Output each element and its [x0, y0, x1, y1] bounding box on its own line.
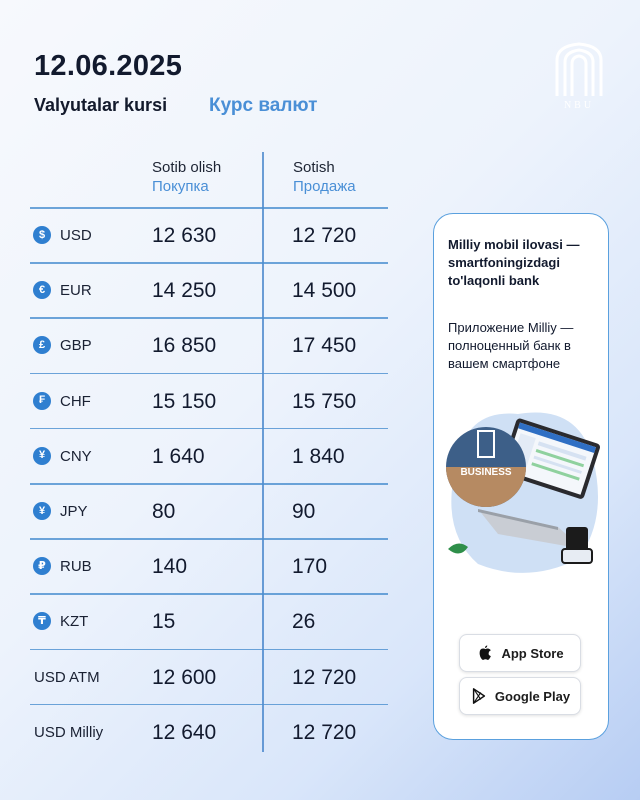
ruble-icon: ₽ [33, 557, 51, 575]
rate-row [30, 208, 388, 262]
sell-rate: 12 720 [292, 224, 357, 247]
business-illustration [438, 399, 604, 579]
date-title: 12.06.2025 [34, 50, 183, 82]
rate-row [30, 705, 388, 759]
buy-header-uz: Sotib olish [152, 159, 222, 176]
sell-rate: 12 720 [292, 665, 357, 689]
buy-rate: 14 250 [152, 279, 217, 303]
buy-rate: 140 [152, 555, 188, 579]
buy-rate: 16 850 [152, 334, 217, 358]
sell-rate: 1 840 [292, 444, 345, 468]
sell-rate: 170 [292, 555, 328, 579]
buy-rate: 15 [152, 610, 176, 634]
rate-row [30, 650, 388, 704]
currency-code: USD [60, 227, 92, 244]
play-icon [470, 687, 488, 705]
currency-code: USD ATM [34, 668, 100, 686]
yuan-icon: ¥ [33, 447, 51, 465]
subtitle-uz: Valyutalar kursi [34, 95, 168, 115]
rate-row [30, 484, 388, 538]
currency-code: RUB [60, 558, 92, 576]
sell-rate: 90 [292, 500, 316, 523]
nbu-logo [553, 40, 605, 110]
subtitle-ru: Курс валют [209, 95, 318, 116]
rate-row [30, 374, 388, 428]
sell-column-header [293, 158, 356, 196]
sell-header-uz: Sotish [293, 159, 335, 176]
promo-card[interactable] [433, 213, 609, 740]
buy-column-header [152, 158, 221, 196]
google-play-label: Google Play [494, 688, 571, 704]
currency-code: EUR [60, 282, 92, 300]
sell-rate: 12 720 [292, 720, 357, 744]
yen-icon: ¥ [33, 502, 51, 520]
dollar-icon: $ [33, 226, 51, 244]
google-play-button[interactable] [459, 677, 581, 715]
currency-code: GBP [60, 337, 92, 355]
buy-rate: 12 600 [152, 665, 217, 689]
sell-rate: 15 750 [292, 389, 357, 413]
apple-icon [476, 644, 494, 662]
pound-icon: £ [33, 336, 51, 354]
sell-rate: 26 [292, 610, 316, 634]
rate-row [30, 594, 388, 648]
currency-code: CNY [60, 447, 92, 465]
rate-row [30, 263, 388, 317]
rate-row [30, 429, 388, 483]
currency-code: KZT [60, 613, 89, 631]
logo-text: NBU [563, 100, 595, 110]
rate-row [30, 318, 388, 372]
sell-rate: 17 450 [292, 334, 357, 358]
buy-rate: 12 630 [152, 224, 217, 247]
sell-header-ru: Продажа [293, 178, 356, 195]
currency-code: USD Milliy [34, 723, 104, 741]
currency-code: JPY [60, 503, 88, 520]
currency-code: CHF [60, 392, 91, 410]
franc-icon: ₣ [33, 392, 51, 410]
euro-icon: € [33, 281, 51, 299]
app-store-label: App Store [501, 645, 564, 661]
rate-row [30, 539, 388, 593]
app-store-button[interactable] [459, 634, 581, 672]
buy-header-ru: Покупка [152, 178, 209, 195]
promo-text-ru: Приложение Milliy — полноценный банк в вашем смартфоне [448, 320, 574, 371]
sell-rate: 14 500 [292, 279, 357, 303]
promo-text-uz: Milliy mobil ilovasi — smartfoningizdagi to'laqonli bank [448, 237, 580, 288]
buy-rate: 80 [152, 500, 176, 523]
buy-rate: 12 640 [152, 720, 217, 744]
badge-label: BUSINESS [460, 467, 512, 478]
buy-rate: 1 640 [152, 444, 205, 468]
tenge-icon: ₸ [33, 612, 51, 630]
buy-rate: 15 150 [152, 389, 217, 413]
